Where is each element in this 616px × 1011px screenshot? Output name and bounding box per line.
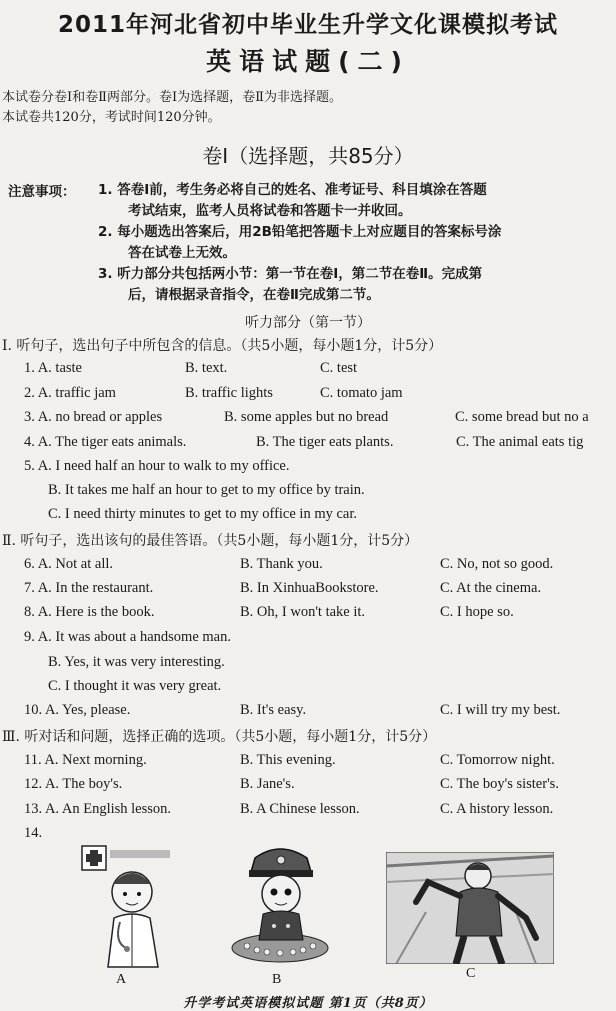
note-line-4: 答在试卷上无效。	[128, 245, 236, 261]
q5-option-c: C. I need thirty minutes to get to my office in my car.	[48, 506, 358, 522]
q8-option-c: C. I hope so.	[440, 604, 514, 620]
intro-line-2: 本试卷共120分，考试时间120分钟。	[2, 110, 221, 125]
note-line-6: 后，请根据录音指令，在卷Ⅱ完成第二节。	[128, 287, 380, 303]
q4-option-c: C. The animal eats tig	[456, 434, 584, 450]
section-2-heading: Ⅱ. 听句子，选出该句的最佳答语。（共5小题，每小题1分，计5分）	[2, 533, 419, 549]
q7-option-a: 7. A. In the restaurant.	[24, 580, 154, 596]
note-line-2: 考试结束，监考人员将试卷和答题卡一并收回。	[128, 203, 412, 219]
section-1-heading: Ⅰ. 听句子，选出句子中所包含的信息。（共5小题，每小题1分，计5分）	[2, 338, 443, 354]
q8-option-a: 8. A. Here is the book.	[24, 604, 155, 620]
q9-option-b: B. Yes, it was very interesting.	[48, 654, 225, 670]
q10-option-a: 10. A. Yes, please.	[24, 702, 131, 718]
q9-option-c: C. I thought it was very great.	[48, 678, 222, 694]
q10-option-b: B. It's easy.	[240, 702, 307, 718]
q1-option-c: C. test	[320, 360, 358, 376]
q13-option-a: 13. A. An English lesson.	[24, 801, 172, 817]
q7-option-c: C. At the cinema.	[440, 580, 542, 596]
police-icon	[225, 840, 335, 970]
q8-option-b: B. Oh, I won't take it.	[240, 604, 366, 620]
q2-option-a: 2. A. traffic jam	[24, 385, 116, 401]
section-3-heading: Ⅲ. 听对话和问题，选择正确的选项。（共5小题，每小题1分，计5分）	[2, 729, 437, 745]
q4-option-a: 4. A. The tiger eats animals.	[24, 434, 187, 450]
q12-option-c: C. The boy's sister's.	[440, 776, 559, 792]
q1-option-a: 1. A. taste	[24, 360, 82, 376]
note-line-5: 3. 听力部分共包括两小节：第一节在卷Ⅰ，第二节在卷Ⅱ。完成第	[98, 266, 483, 282]
q3-option-a: 3. A. no bread or apples	[24, 409, 163, 425]
q1-option-b: B. text.	[185, 360, 228, 376]
q6-option-a: 6. A. Not at all.	[24, 556, 114, 572]
q13-option-b: B. A Chinese lesson.	[240, 801, 360, 817]
q12-option-b: B. Jane's.	[240, 776, 295, 792]
note-line-1: 1. 答卷Ⅰ前，考生务必将自己的姓名、准考证号、科目填涂在答题	[98, 182, 487, 198]
note-line-3: 2. 每小题选出答案后，用2B铅笔把答题卡上对应题目的答案标号涂	[98, 224, 502, 240]
q9-option-a: 9. A. It was about a handsome man.	[24, 629, 231, 645]
q3-option-b: B. some apples but no bread	[224, 409, 389, 425]
athlete-icon	[386, 852, 554, 964]
q7-option-b: B. In XinhuaBookstore.	[240, 580, 379, 596]
picture-c-label: C	[466, 966, 476, 981]
q5-option-a: 5. A. I need half an hour to walk to my office.	[24, 458, 290, 474]
listening-title: 听力部分（第一节）	[245, 315, 371, 331]
part-title: 卷Ⅰ（选择题，共85分）	[202, 144, 414, 168]
q3-option-c: C. some bread but no a	[455, 409, 589, 425]
q11-option-a: 11. A. Next morning.	[24, 752, 147, 768]
q12-option-a: 12. A. The boy's.	[24, 776, 123, 792]
q11-option-b: B. This evening.	[240, 752, 336, 768]
q6-option-c: C. No, not so good.	[440, 556, 554, 572]
notes-label: 注意事项：	[8, 184, 76, 200]
exam-subtitle: 英语试题(二)	[206, 47, 410, 76]
q10-option-c: C. I will try my best.	[440, 702, 561, 718]
picture-a-label: A	[116, 972, 127, 987]
q6-option-b: B. Thank you.	[240, 556, 323, 572]
intro-line-1: 本试卷分卷Ⅰ和卷Ⅱ两部分。卷Ⅰ为选择题，卷Ⅱ为非选择题。	[2, 90, 342, 105]
page-footer: 升学考试英语模拟试题 第1页（共8页）	[183, 996, 433, 1011]
q2-option-b: B. traffic lights	[185, 385, 273, 401]
q14-number: 14.	[24, 825, 43, 841]
q11-option-c: C. Tomorrow night.	[440, 752, 555, 768]
q4-option-b: B. The tiger eats plants.	[256, 434, 394, 450]
exam-title: 2011年河北省初中毕业生升学文化课模拟考试	[57, 12, 558, 38]
q2-option-c: C. tomato jam	[320, 385, 403, 401]
q5-option-b: B. It takes me half an hour to get to my office by train.	[48, 482, 365, 498]
picture-b-label: B	[272, 972, 282, 987]
doctor-icon	[80, 842, 190, 972]
q13-option-c: C. A history lesson.	[440, 801, 554, 817]
